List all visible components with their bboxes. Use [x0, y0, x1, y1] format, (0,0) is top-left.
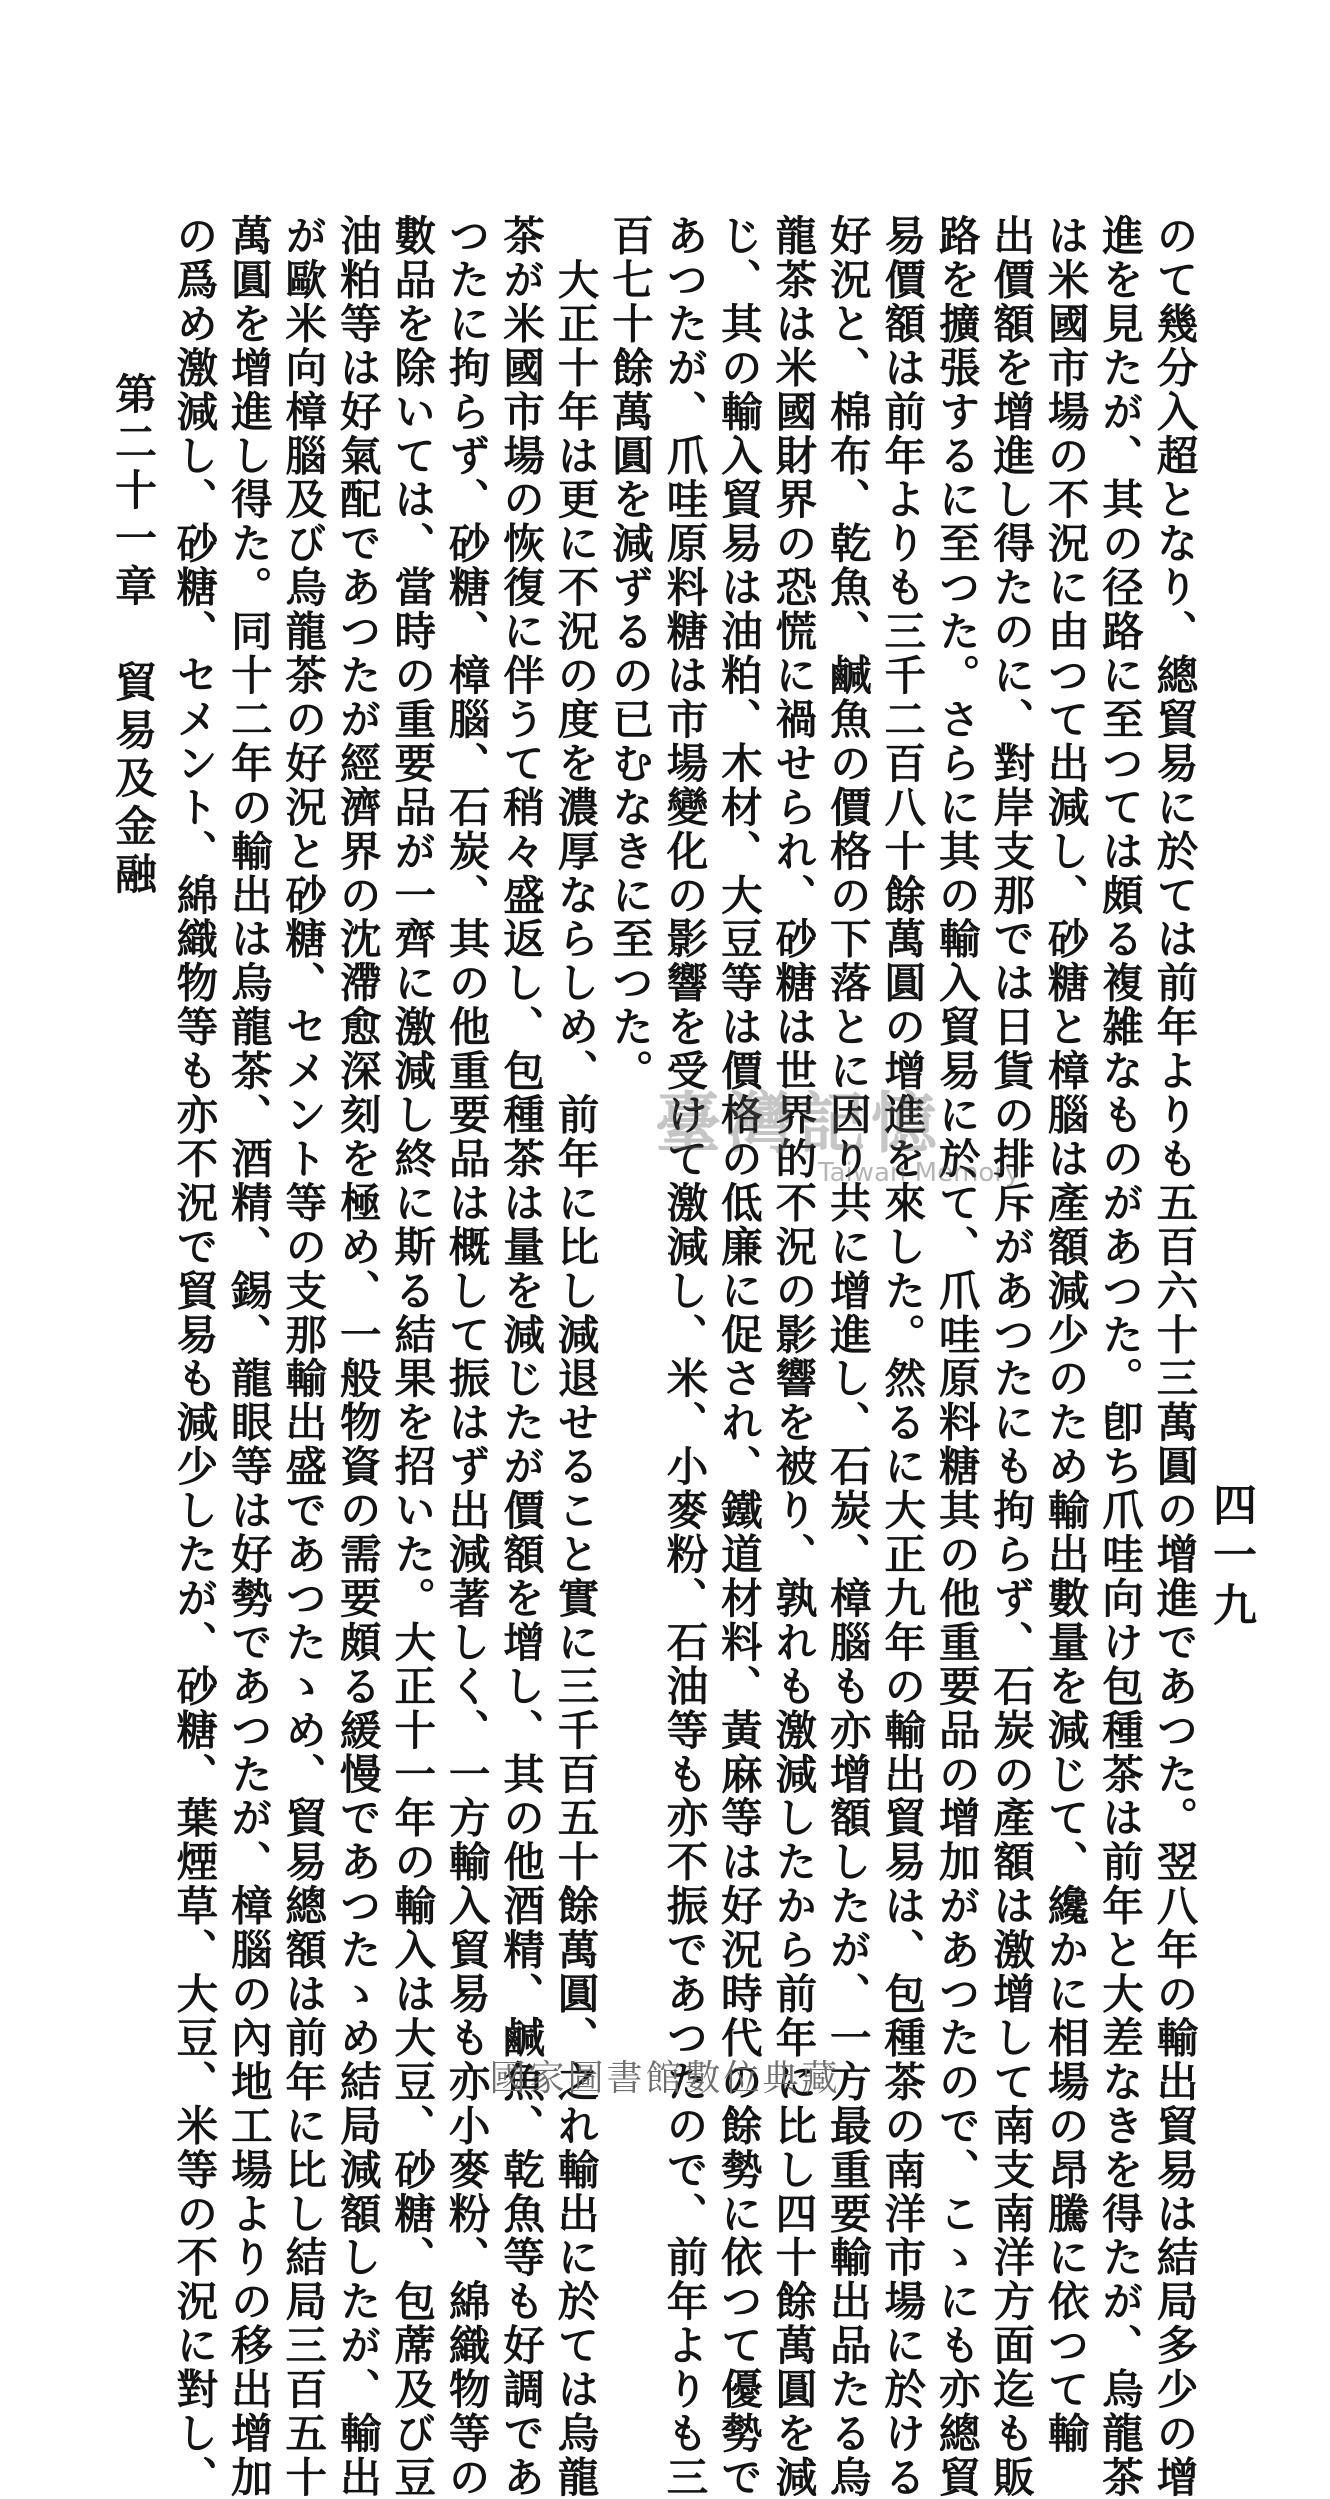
text-column: じ、其の輸入貿易は油粕、木材、大豆等は價格の低廉に促され、鐵道材料、黃麻等は好況時代の餘勢に依つて優勢で	[713, 214, 763, 2499]
text-column: 大正十年は更に不況の度を濃厚ならしめ、前年に比し減退せること實に三千百五十餘萬圓、之れ輸出に於ては烏龍	[550, 214, 600, 2499]
running-head: 第二十一章 貿易及金融	[109, 372, 158, 900]
footer-credit: 國家圖書館數位典藏	[489, 2058, 841, 2099]
text-column: 茶が米國市場の恢復に伴うて稍々盛返し、包種茶は量を減じたが價額を增し、其の他酒精、鹹魚、乾魚等も好調であ	[496, 214, 546, 2499]
text-column: 數品を除いては、當時の重要品が一齊に激減し終に斯る結果を招いた。大正十一年の輸入は大豆、砂糖、包蓆及び豆	[387, 214, 437, 2499]
watermark-logo: 臺灣記憶	[655, 1084, 943, 1162]
text-column: あつたが、爪哇原料糖は市場變化の影響を受けて激減し、米、小麥粉、石油等も亦不振であつたので、前年よりも三	[659, 214, 709, 2499]
text-column: 路を擴張するに至つた。さらに其の輸入貿易に於て、爪哇原料糖其の他重要品の增加があつたので、こゝにも亦總貿	[931, 214, 981, 2499]
text-column: 油粕等は好氣配であつたが經濟界の沈滯愈深刻を極め、一般物資の需要頗る緩慢であつたゝめ結局減額したが、輸出	[332, 214, 382, 2499]
text-column: 龍茶は米國財界の恐慌に禍せられ、砂糖は世界的不況の影響を被り、孰れも激減したから前年に比し四十餘萬圓を減	[768, 214, 818, 2499]
watermark-subtext: Taiwan Memory	[818, 1158, 1021, 1188]
text-column: つたに拘らず、砂糖、樟腦、石炭、其の他重要品は概して振はず出減著しく、一方輸入貿易も亦小麥粉、綿織物等の	[441, 214, 491, 2499]
text-column: 易價額は前年よりも三千二百八十餘萬圓の增進を來した。然るに大正九年の輸出貿易は、包種茶の南洋市場に於ける	[877, 214, 927, 2499]
text-column: 萬圓を增進し得た。同十二年の輸出は烏龍茶、酒精、錫、龍眼等は好勢であつたが、樟腦の內地工場よりの移出增加	[223, 214, 273, 2499]
text-column: 出價額を增進し得たのに、對岸支那では日貨の排斥があつたにも拘らず、石炭の產額は激增して南支南洋方面迄も販	[986, 214, 1036, 2499]
text-column: のて幾分入超となり、總貿易に於ては前年よりも五百六十三萬圓の增進であつた。翌八年の輸出貿易は結局多少の增	[1149, 214, 1199, 2499]
text-column: 百七十餘萬圓を減ずるの已むなきに至つた。	[605, 214, 654, 1093]
text-column: の爲め激減し、砂糖、セメント、綿織物等も亦不況で貿易も減少したが、砂糖、葉煙草、大豆、米等の不況に對し、	[169, 214, 219, 2499]
text-column: が歐米向樟腦及び烏龍茶の好況と砂糖、セメント等の支那輸出盛であつたゝめ、貿易總額は前年に比し結局三百五十	[278, 214, 328, 2499]
page-number: 四一九	[1205, 1482, 1256, 1632]
text-column: 進を見たが、其の径路に至つては頗る複雑なものがあつた。卽ち爪哇向け包種茶は前年と大差なきを得たが、烏龍茶	[1095, 214, 1145, 2499]
text-column: 好況と、棉布、乾魚、鹹魚の價格の下落とに因り共に增進し、石炭、樟腦も亦增額したが、一方最重要輸出品たる烏	[822, 214, 872, 2499]
text-column: は米國市場の不況に由つて出減し、砂糖と樟腦は產額減少のため輸出數量を減じて、纔かに相場の昂騰に依つて輸	[1040, 214, 1090, 2456]
